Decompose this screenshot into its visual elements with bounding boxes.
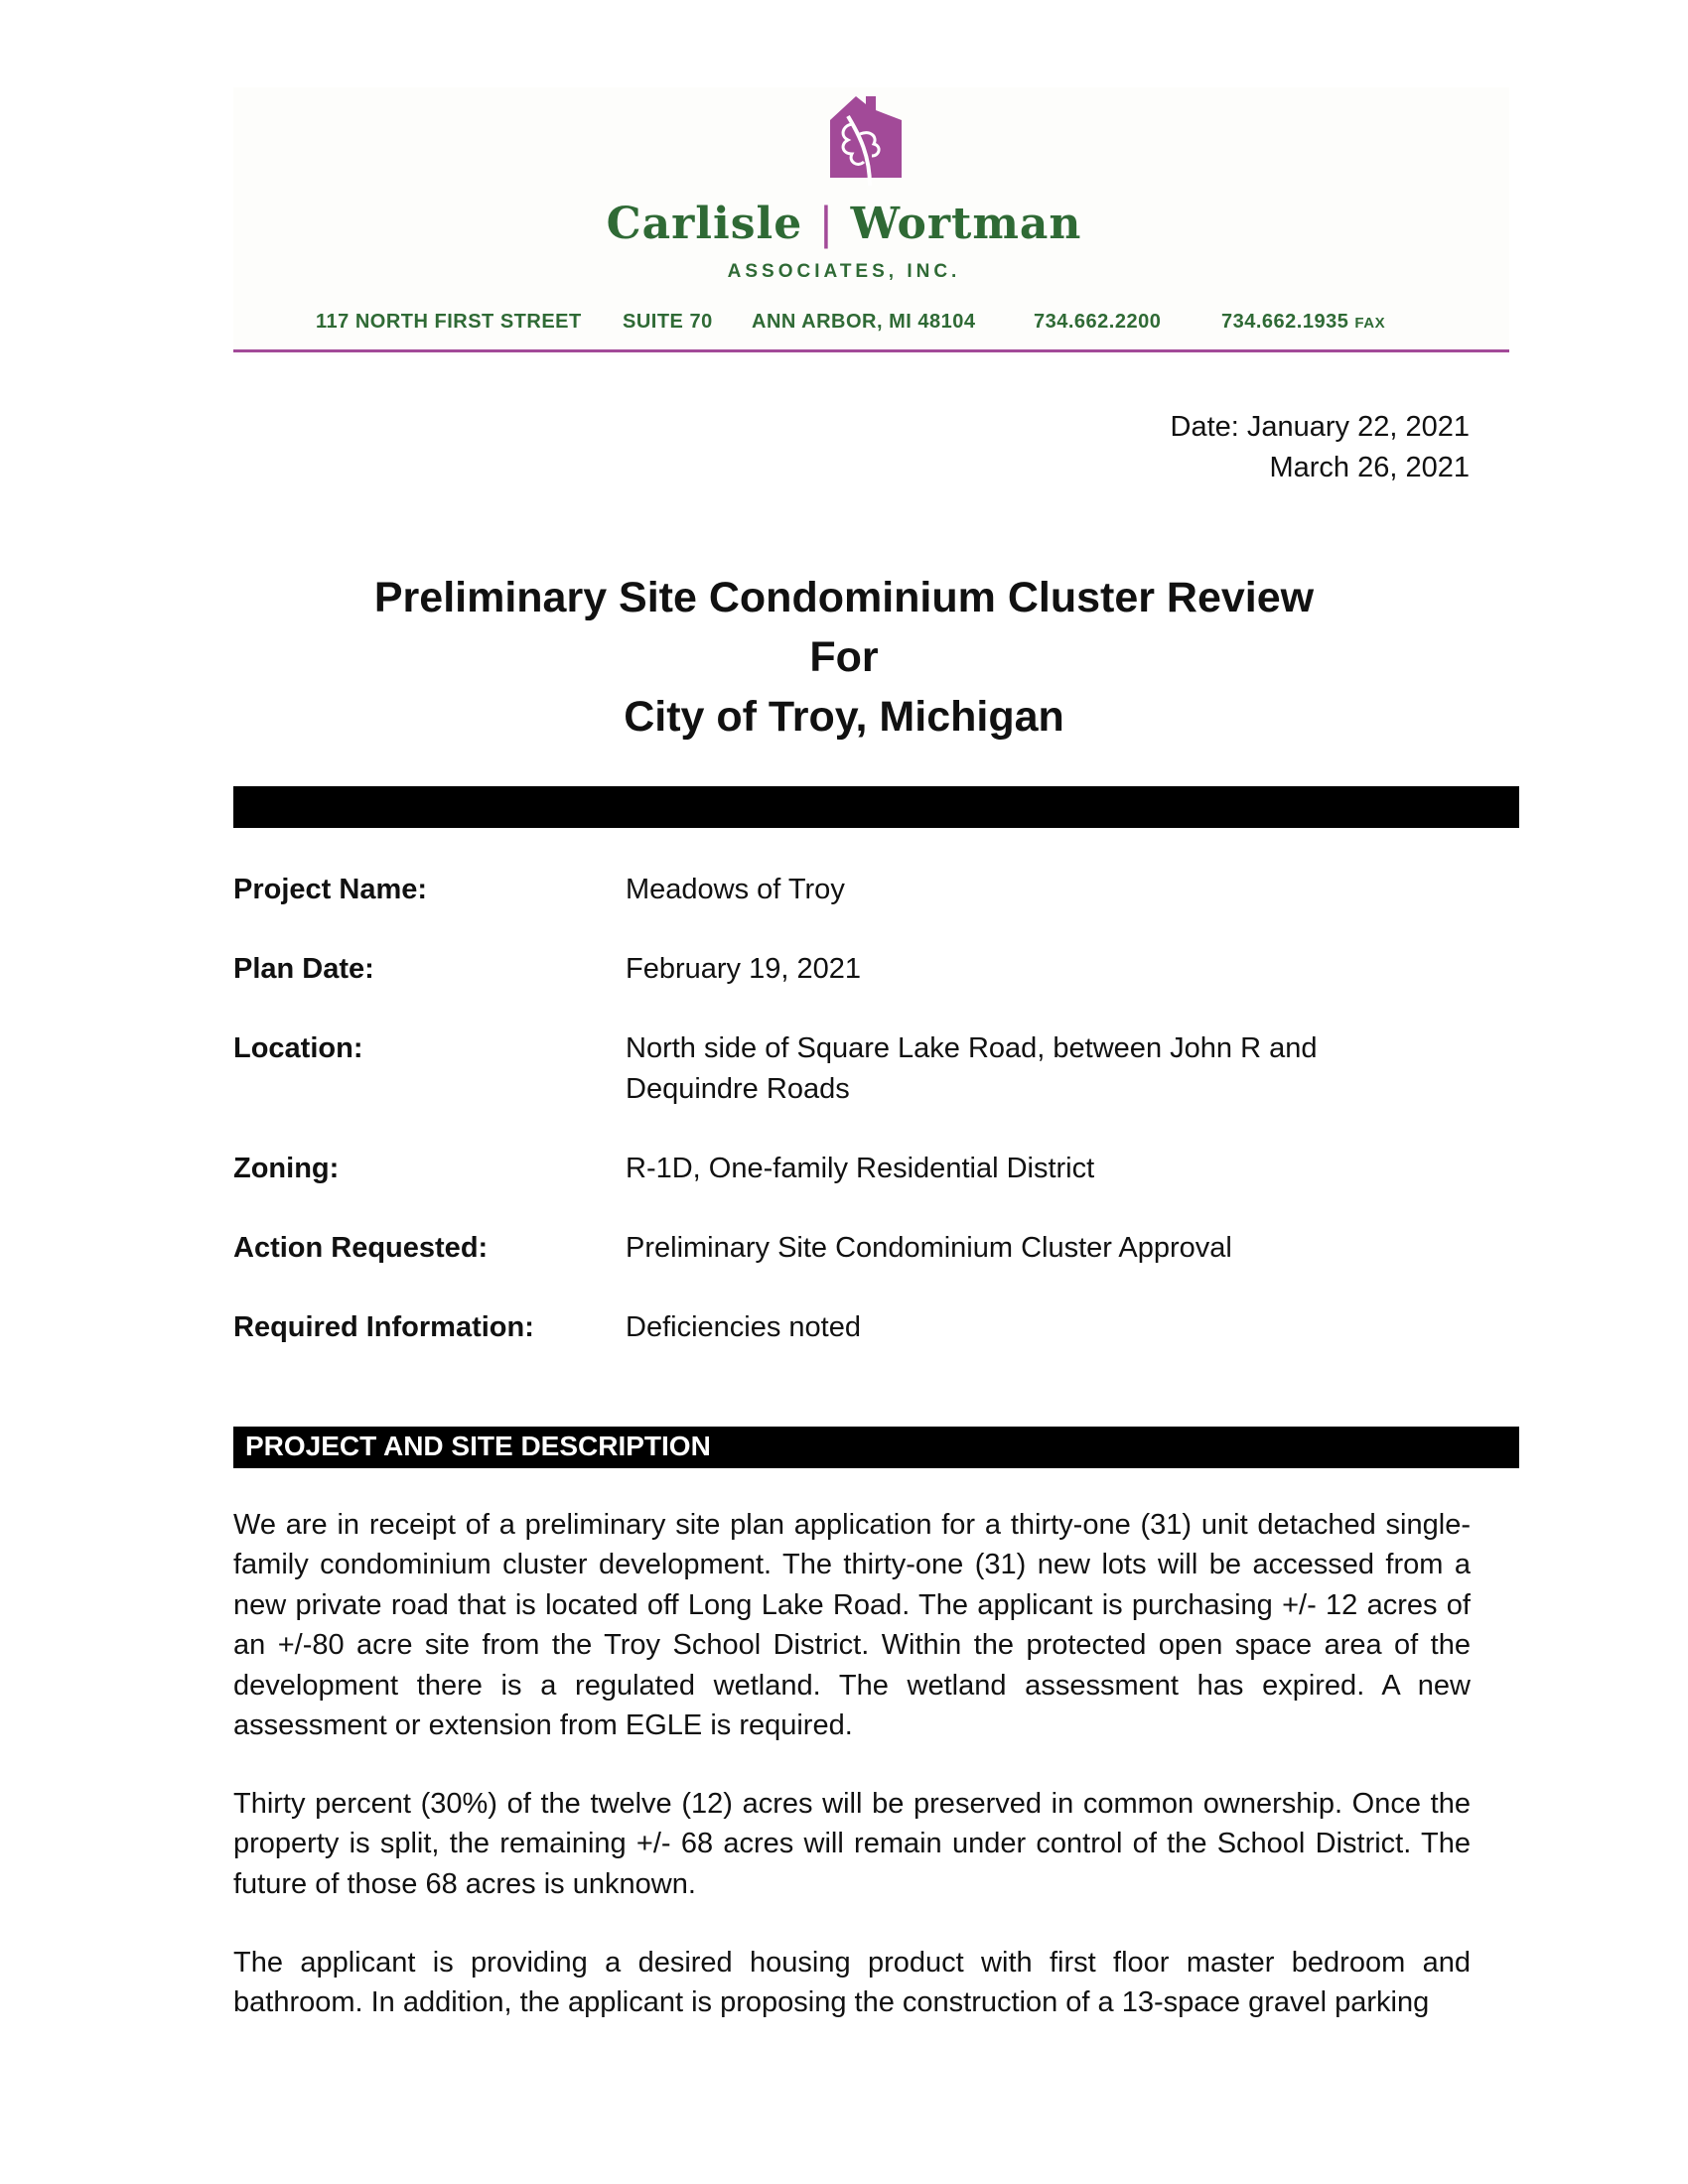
title-line-3: City of Troy, Michigan <box>624 693 1064 741</box>
paragraph: Thirty percent (30%) of the twelve (12) acres will be preserved in common ownership. Once the property is split, the remaining +/- 68 acres will remain under control of the School District. The future of those 68 acres is unknown. <box>233 1788 1471 1900</box>
paragraph: The applicant is providing a desired housing product with first floor master bedroom and bathroom. In addition, the applicant is proposing the construction of a 13-space gravel parking <box>233 1947 1471 2019</box>
info-value: February 19, 2021 <box>626 953 861 985</box>
info-value: Meadows of Troy <box>626 874 845 905</box>
date-line-1: Date: January 22, 2021 <box>1170 411 1470 443</box>
date-line-2: March 26, 2021 <box>1269 452 1470 483</box>
fax <box>1221 311 1385 334</box>
info-value: Deficiencies noted <box>626 1311 861 1343</box>
company-subtitle: ASSOCIATES, INC. <box>727 261 961 282</box>
info-label: Required Information: <box>233 1311 534 1343</box>
info-label: Action Requested: <box>233 1232 489 1264</box>
address-city: ANN ARBOR, MI 48104 <box>752 311 976 333</box>
info-label: Location: <box>233 1032 363 1064</box>
address-street: 117 NORTH FIRST STREET <box>316 311 582 333</box>
company-name-left: Carlisle <box>606 199 803 249</box>
info-value: Preliminary Site Condominium Cluster Approval <box>626 1232 1232 1264</box>
info-label: Project Name: <box>233 874 428 905</box>
info-value: R-1D, One-family Residential District <box>626 1153 1095 1184</box>
date-block <box>1171 407 1470 488</box>
title-line-2: For <box>809 633 879 681</box>
info-label: Plan Date: <box>233 953 374 985</box>
address-suite: SUITE 70 <box>623 311 713 333</box>
company-name: Carlisle | Wortman <box>606 199 1082 249</box>
section-heading <box>233 1427 1519 1468</box>
company-name-right: Wortman <box>850 199 1082 249</box>
section-heading-text: PROJECT AND SITE DESCRIPTION <box>245 1431 711 1461</box>
letterhead-rule <box>233 349 1509 352</box>
phone-number: 734.662.2200 <box>1034 311 1162 333</box>
document-title <box>0 568 1688 747</box>
fax-label: FAX <box>1354 315 1386 332</box>
fax-number: 734.662.1935 <box>1221 311 1349 333</box>
title-line-1: Preliminary Site Condominium Cluster Review <box>373 574 1315 621</box>
info-label: Zoning: <box>233 1153 340 1184</box>
title-divider-bar <box>233 786 1519 828</box>
paragraph: We are in receipt of a preliminary site plan application for a thirty-one (31) unit detached single-family condominium cluster development. The thirty-one (31) new lots will be accessed from a new private road that is located off Long Lake Road. The applicant is purchasing +/- 12 acres of an +/-80 acre site from the Troy School District. Within the protected open space area of the development there is a regulated wetland. The wetland assessment has expired. A new assessment or extension from EGLE is required. <box>233 1509 1471 1742</box>
info-value: North side of Square Lake Road, between John R and Dequindre Roads <box>626 1032 1318 1105</box>
house-leaf-icon <box>830 96 902 186</box>
